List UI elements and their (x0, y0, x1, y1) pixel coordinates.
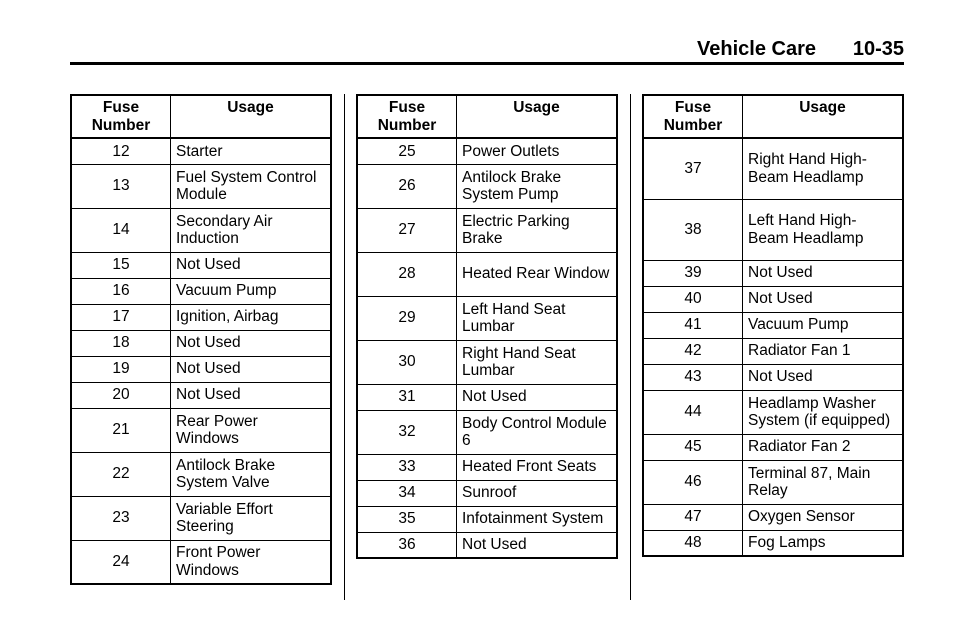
table-row (357, 480, 617, 506)
table-row (357, 340, 617, 384)
usage-cell: Rear Power Windows (171, 408, 332, 452)
fuse-number-cell: 18 (71, 330, 171, 356)
table-row (357, 208, 617, 252)
fuse-number-cell: 34 (357, 480, 457, 506)
usage-header: Usage (457, 95, 618, 138)
fuse-number-cell: 42 (643, 338, 743, 364)
usage-cell: Starter (171, 138, 332, 164)
column-divider (344, 94, 345, 600)
usage-cell: Variable Effort Steering (171, 496, 332, 540)
fuse-number-cell: 23 (71, 496, 171, 540)
table-row (71, 382, 331, 408)
fuse-number-cell: 38 (643, 199, 743, 260)
usage-cell: Front Power Windows (171, 540, 332, 584)
usage-cell: Vacuum Pump (171, 278, 332, 304)
fuse-number-cell: 15 (71, 252, 171, 278)
usage-cell: Infotainment System (457, 506, 618, 532)
fuse-number-cell: 45 (643, 434, 743, 460)
fuse-number-header: Fuse Number (71, 95, 171, 138)
usage-cell: Secondary Air Induction (171, 208, 332, 252)
fuse-number-cell: 41 (643, 312, 743, 338)
fuse-number-cell: 37 (643, 138, 743, 199)
usage-cell: Left Hand High-Beam Headlamp (743, 199, 904, 260)
table-row (71, 452, 331, 496)
usage-cell: Not Used (457, 532, 618, 558)
table-row (71, 208, 331, 252)
table-row (71, 252, 331, 278)
fuse-number-cell: 31 (357, 384, 457, 410)
table-row (71, 304, 331, 330)
usage-cell: Right Hand Seat Lumbar (457, 340, 618, 384)
usage-cell: Terminal 87, Main Relay (743, 460, 904, 504)
fuse-table-1 (70, 94, 332, 585)
table-row (357, 384, 617, 410)
usage-cell: Not Used (171, 382, 332, 408)
table-row (643, 530, 903, 556)
table-row (71, 496, 331, 540)
page-number: 10-35 (852, 38, 904, 60)
table-row (71, 540, 331, 584)
usage-cell: Power Outlets (457, 138, 618, 164)
table-row (643, 504, 903, 530)
usage-header: Usage (743, 95, 904, 138)
usage-cell: Headlamp Washer System (if equipped) (743, 390, 904, 434)
column-divider (630, 94, 631, 600)
fuse-number-cell: 21 (71, 408, 171, 452)
table-row (643, 138, 903, 199)
table-row (71, 278, 331, 304)
table-row (643, 338, 903, 364)
usage-cell: Not Used (743, 260, 904, 286)
fuse-number-cell: 19 (71, 356, 171, 382)
usage-cell: Radiator Fan 2 (743, 434, 904, 460)
fuse-number-cell: 27 (357, 208, 457, 252)
fuse-number-cell: 29 (357, 296, 457, 340)
usage-header: Usage (171, 95, 332, 138)
section-title: Vehicle Care (697, 38, 816, 60)
table-row (71, 164, 331, 208)
fuse-number-cell: 25 (357, 138, 457, 164)
fuse-number-cell: 13 (71, 164, 171, 208)
table-row (71, 408, 331, 452)
table-row (643, 460, 903, 504)
fuse-number-cell: 47 (643, 504, 743, 530)
usage-cell: Left Hand Seat Lumbar (457, 296, 618, 340)
fuse-number-header: Fuse Number (357, 95, 457, 138)
usage-cell: Body Control Module 6 (457, 410, 618, 454)
fuse-number-cell: 46 (643, 460, 743, 504)
table-row (71, 330, 331, 356)
table-row (643, 312, 903, 338)
table-row (643, 390, 903, 434)
usage-cell: Heated Front Seats (457, 454, 618, 480)
usage-cell: Electric Parking Brake (457, 208, 618, 252)
fuse-number-cell: 24 (71, 540, 171, 584)
fuse-table-2 (356, 94, 618, 559)
fuse-number-cell: 26 (357, 164, 457, 208)
table-row (357, 410, 617, 454)
table-row (643, 434, 903, 460)
usage-cell: Not Used (457, 384, 618, 410)
fuse-number-cell: 40 (643, 286, 743, 312)
fuse-number-cell: 17 (71, 304, 171, 330)
usage-cell: Ignition, Airbag (171, 304, 332, 330)
usage-cell: Not Used (743, 364, 904, 390)
fuse-table-3 (642, 94, 904, 557)
usage-cell: Not Used (171, 330, 332, 356)
usage-cell: Sunroof (457, 480, 618, 506)
table-header-row (71, 95, 331, 138)
table-row (357, 506, 617, 532)
fuse-number-cell: 14 (71, 208, 171, 252)
fuse-number-cell: 44 (643, 390, 743, 434)
fuse-number-cell: 16 (71, 278, 171, 304)
table-row (357, 532, 617, 558)
fuse-number-cell: 48 (643, 530, 743, 556)
fuse-number-cell: 35 (357, 506, 457, 532)
fuse-number-cell: 28 (357, 252, 457, 296)
table-row (71, 356, 331, 382)
usage-cell: Not Used (743, 286, 904, 312)
table-row (71, 138, 331, 164)
table-row (643, 286, 903, 312)
usage-cell: Radiator Fan 1 (743, 338, 904, 364)
table-row (643, 364, 903, 390)
page-header (70, 36, 904, 65)
fuse-number-header: Fuse Number (643, 95, 743, 138)
table-row (357, 252, 617, 296)
table-row (643, 199, 903, 260)
usage-cell: Fuel System Control Module (171, 164, 332, 208)
table-row (643, 260, 903, 286)
usage-cell: Antilock Brake System Valve (171, 452, 332, 496)
table-row (357, 454, 617, 480)
usage-cell: Heated Rear Window (457, 252, 618, 296)
usage-cell: Antilock Brake System Pump (457, 164, 618, 208)
fuse-number-cell: 43 (643, 364, 743, 390)
usage-cell: Not Used (171, 356, 332, 382)
table-row (357, 138, 617, 164)
table-header-row (643, 95, 903, 138)
fuse-number-cell: 33 (357, 454, 457, 480)
table-header-row (357, 95, 617, 138)
usage-cell: Oxygen Sensor (743, 504, 904, 530)
fuse-number-cell: 36 (357, 532, 457, 558)
fuse-number-cell: 39 (643, 260, 743, 286)
usage-cell: Not Used (171, 252, 332, 278)
table-row (357, 164, 617, 208)
fuse-number-cell: 12 (71, 138, 171, 164)
usage-cell: Fog Lamps (743, 530, 904, 556)
usage-cell: Vacuum Pump (743, 312, 904, 338)
fuse-number-cell: 32 (357, 410, 457, 454)
usage-cell: Right Hand High-Beam Headlamp (743, 138, 904, 199)
table-row (357, 296, 617, 340)
fuse-number-cell: 30 (357, 340, 457, 384)
fuse-number-cell: 20 (71, 382, 171, 408)
fuse-number-cell: 22 (71, 452, 171, 496)
